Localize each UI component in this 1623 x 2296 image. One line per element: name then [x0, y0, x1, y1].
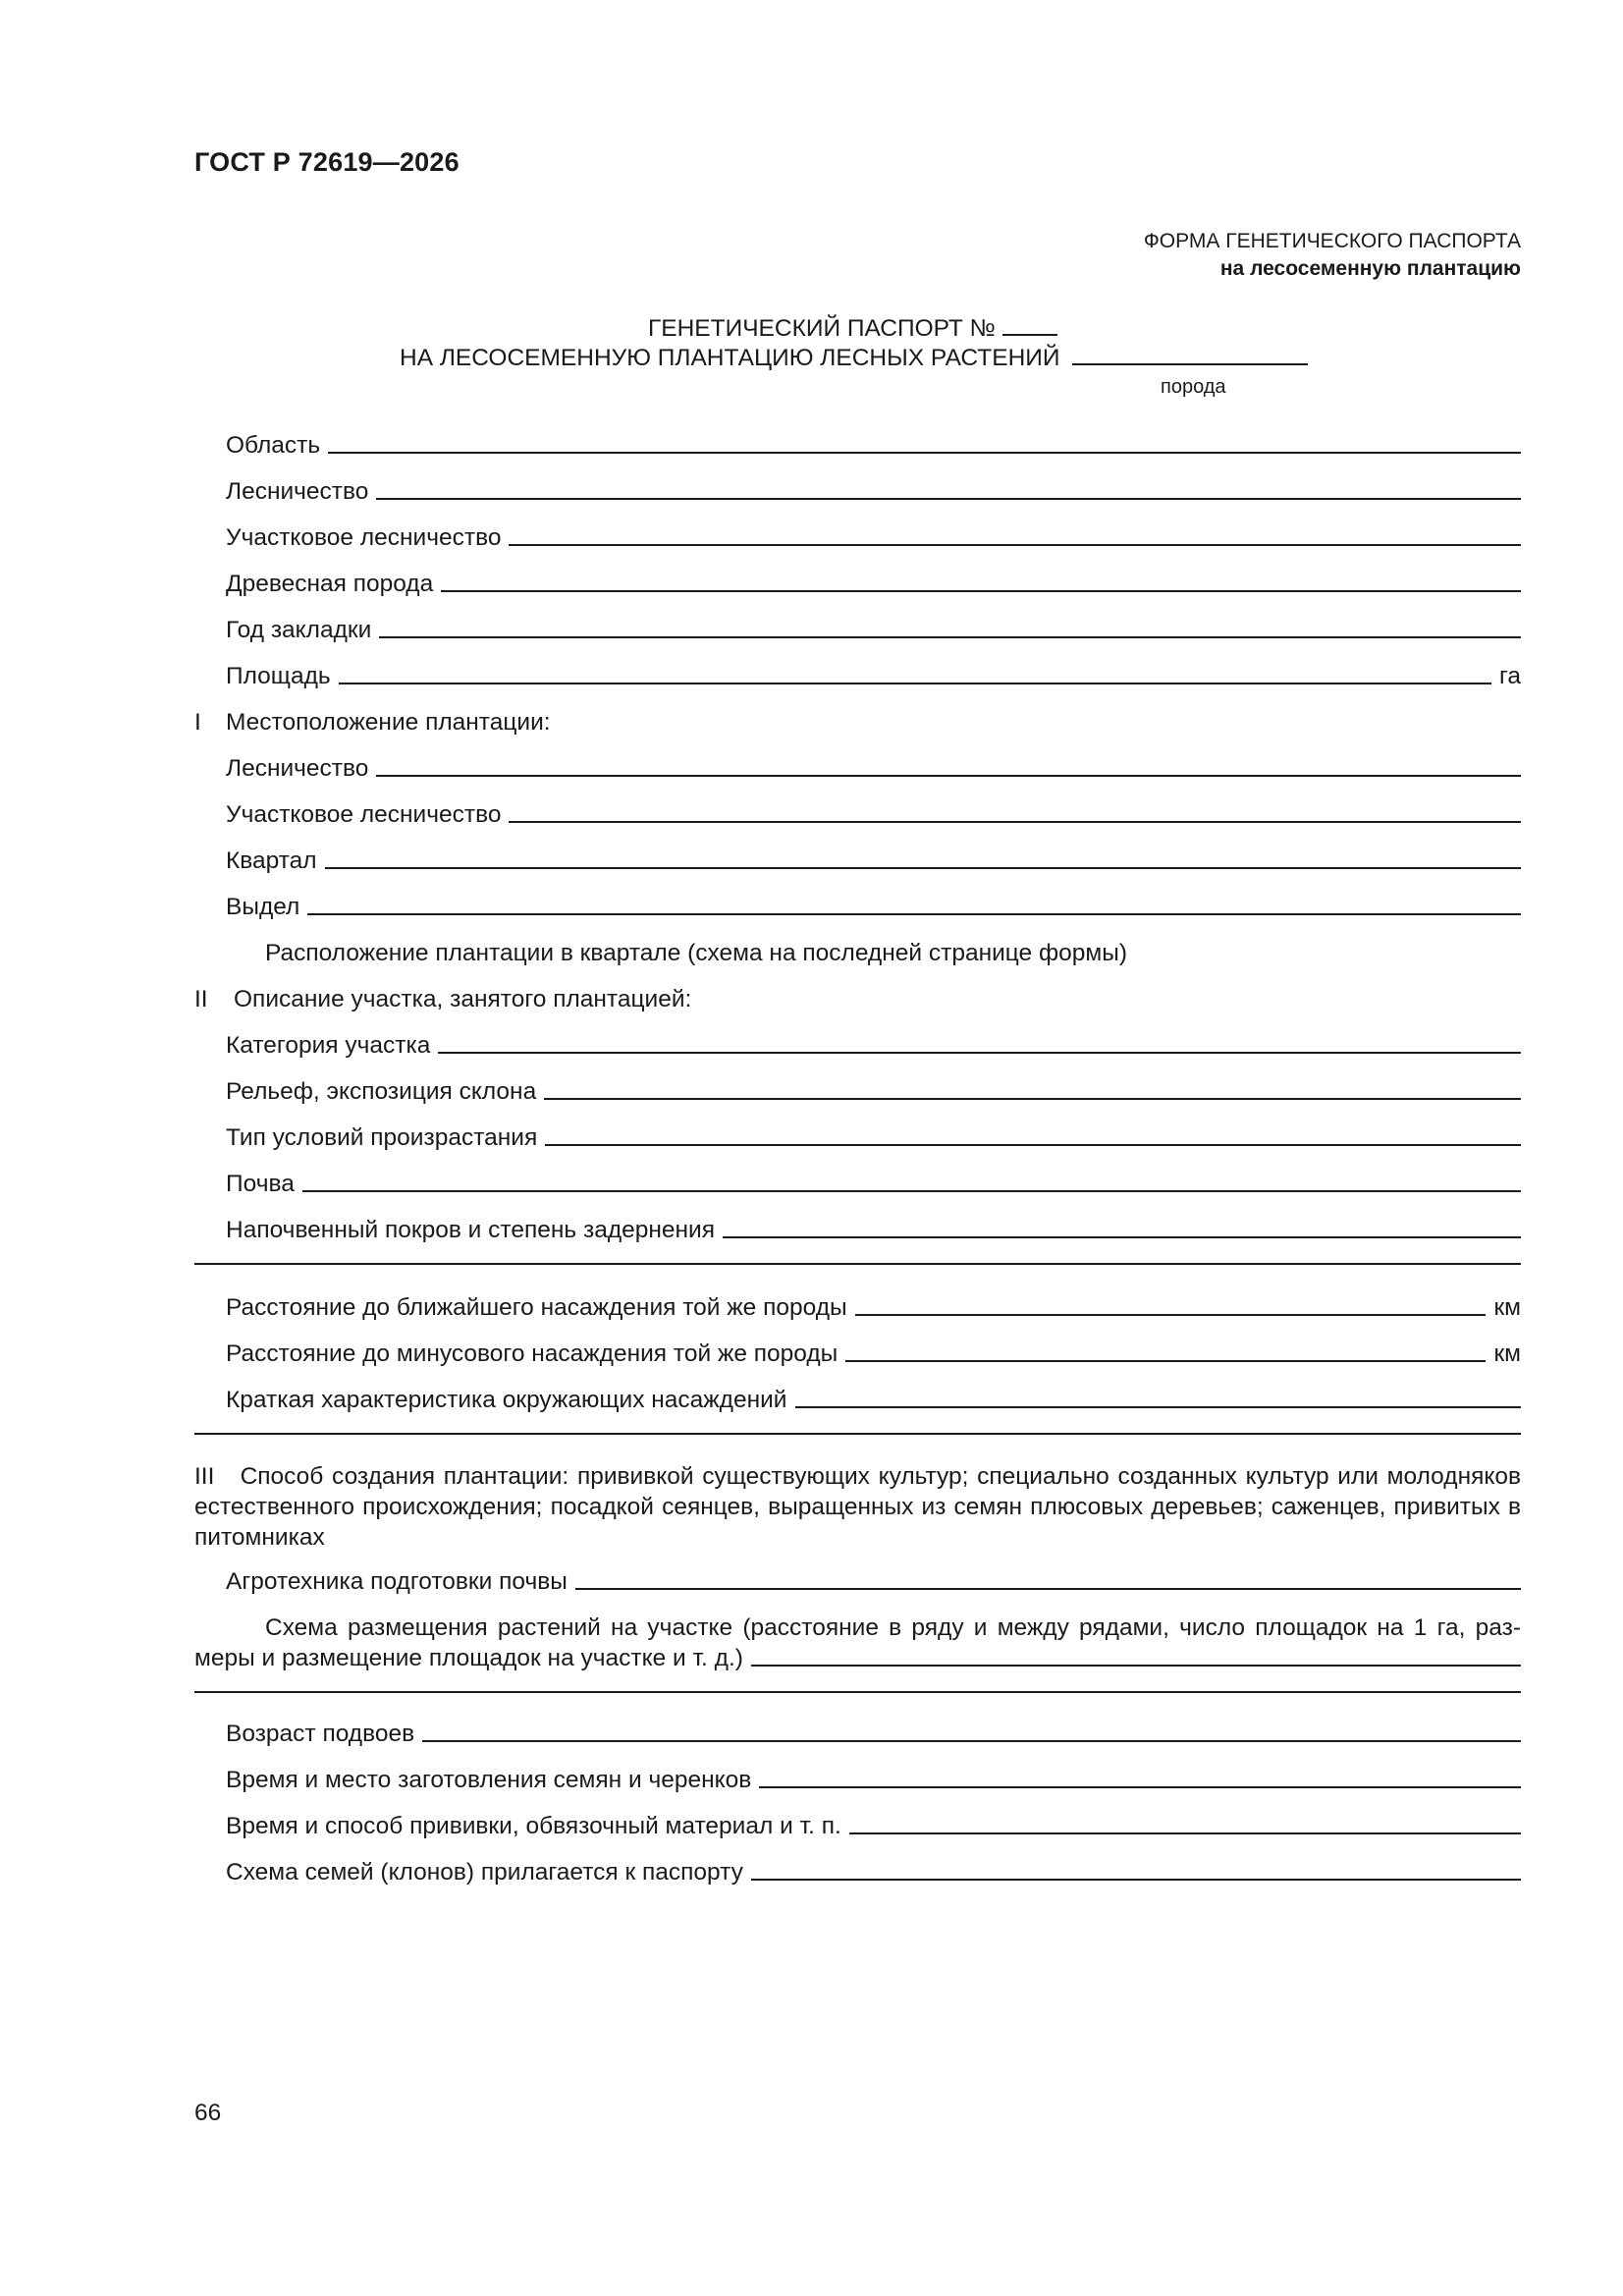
- field-site-category[interactable]: Категория участка: [226, 1032, 1521, 1060]
- form-ref-line2: на лесосеменную плантацию: [1219, 257, 1521, 280]
- breed-field[interactable]: [1072, 344, 1308, 365]
- field-quarter[interactable]: Квартал: [226, 847, 1521, 875]
- section2-number: II: [194, 986, 208, 1012]
- passport-number-field[interactable]: [1002, 314, 1057, 336]
- field-line[interactable]: [302, 1189, 1521, 1192]
- field-line[interactable]: [723, 1235, 1521, 1238]
- field-grafting[interactable]: Время и способ прививки, обвязочный материал и т. п.: [226, 1813, 1521, 1840]
- field-district-forestry[interactable]: Участковое лесничество: [226, 524, 1521, 552]
- field-line[interactable]: [759, 1785, 1521, 1788]
- km-unit: км: [1493, 1294, 1521, 1321]
- section3-number: III: [194, 1463, 215, 1490]
- area-unit: га: [1498, 663, 1521, 689]
- document-code: ГОСТ Р 72619—2026: [194, 147, 460, 177]
- field-forestry[interactable]: Лесничество: [226, 478, 1521, 506]
- field-line[interactable]: [845, 1359, 1486, 1362]
- continuation-line[interactable]: [194, 1691, 1521, 1693]
- field-line[interactable]: [339, 682, 1491, 684]
- field-soil-preparation[interactable]: Агротехника подготовки почвы: [226, 1568, 1521, 1596]
- field-placement-scheme[interactable]: меры и размещение площадок на участке и т. д.): [194, 1645, 1521, 1672]
- field-region[interactable]: Область: [226, 432, 1521, 460]
- field-nearest-stand-distance[interactable]: Расстояние до ближайшего насаждения той же породы км: [226, 1294, 1521, 1321]
- passport-title-line1: ГЕНЕТИЧЕСКИЙ ПАСПОРТ №: [648, 314, 1057, 343]
- field-s1-district-forestry[interactable]: Участковое лесничество: [226, 801, 1521, 829]
- continuation-line[interactable]: [194, 1433, 1521, 1435]
- section1-title: Местоположение плантации:: [226, 709, 551, 736]
- field-soil[interactable]: Почва: [226, 1171, 1521, 1198]
- passport-title-line2: НА ЛЕСОСЕМЕННУЮ ПЛАНТАЦИЮ ЛЕСНЫХ РАСТЕНИЙ: [400, 344, 1308, 372]
- field-planting-year[interactable]: Год закладки: [226, 617, 1521, 644]
- field-seed-collection[interactable]: Время и место заготовления семян и черенков: [226, 1767, 1521, 1794]
- field-line[interactable]: [795, 1405, 1522, 1408]
- field-line[interactable]: [544, 1097, 1521, 1100]
- field-line[interactable]: [376, 774, 1521, 777]
- section3-text: Способ создания плантации: прививкой существующих культур; специально созданных культур или молодняков естественного происхождения; посадкой сеянцев, выращенных из семян плюсовых деревьев; саженцев, привитых в питомниках: [194, 1463, 1522, 1551]
- field-area[interactable]: Площадь га: [226, 663, 1521, 689]
- section1-number: I: [194, 709, 201, 736]
- field-line[interactable]: [849, 1831, 1521, 1834]
- field-line[interactable]: [751, 1664, 1521, 1667]
- section3-paragraph: [194, 1461, 1521, 1553]
- section2-title: Описание участка, занятого плантацией:: [234, 986, 692, 1012]
- field-minus-stand-distance[interactable]: Расстояние до минусового насаждения той же породы км: [226, 1340, 1521, 1367]
- field-line[interactable]: [441, 589, 1521, 592]
- field-line[interactable]: [376, 497, 1521, 500]
- field-line[interactable]: [545, 1143, 1521, 1146]
- field-clone-scheme[interactable]: Схема семей (клонов) прилагается к паспорту: [226, 1859, 1521, 1886]
- field-line[interactable]: [509, 543, 1521, 546]
- field-ground-cover[interactable]: Напочвенный покров и степень задернения: [226, 1217, 1521, 1244]
- section1-note: Расположение плантации в квартале (схема на последней странице формы): [265, 940, 1128, 966]
- breed-caption: порода: [1161, 376, 1226, 398]
- form-reference: [1144, 228, 1521, 283]
- scheme-line1: Схема размещения растений на участке (расстояние в ряду и между рядами, число площадок на 1 га, раз-: [265, 1614, 1521, 1641]
- field-line[interactable]: [379, 635, 1521, 638]
- field-line[interactable]: [328, 451, 1521, 454]
- field-growing-conditions[interactable]: Тип условий произрастания: [226, 1124, 1521, 1152]
- page-number: 66: [194, 2100, 222, 2126]
- field-rootstock-age[interactable]: Возраст подвоев: [226, 1721, 1521, 1748]
- field-line[interactable]: [325, 866, 1521, 869]
- field-tree-species[interactable]: Древесная порода: [226, 571, 1521, 598]
- field-s1-forestry[interactable]: Лесничество: [226, 755, 1521, 783]
- field-relief[interactable]: Рельеф, экспозиция склона: [226, 1078, 1521, 1106]
- field-line[interactable]: [575, 1587, 1521, 1590]
- field-line[interactable]: [438, 1051, 1521, 1054]
- form-ref-line1: ФОРМА ГЕНЕТИЧЕСКОГО ПАСПОРТА: [1143, 230, 1521, 252]
- field-line[interactable]: [422, 1739, 1521, 1742]
- field-allotment[interactable]: Выдел: [226, 894, 1521, 921]
- field-line[interactable]: [509, 820, 1521, 823]
- km-unit: км: [1493, 1340, 1521, 1367]
- continuation-line[interactable]: [194, 1263, 1521, 1265]
- field-line[interactable]: [855, 1313, 1487, 1316]
- field-line[interactable]: [751, 1878, 1521, 1881]
- field-surroundings[interactable]: Краткая характеристика окружающих насаждений: [226, 1387, 1521, 1414]
- field-line[interactable]: [307, 912, 1521, 915]
